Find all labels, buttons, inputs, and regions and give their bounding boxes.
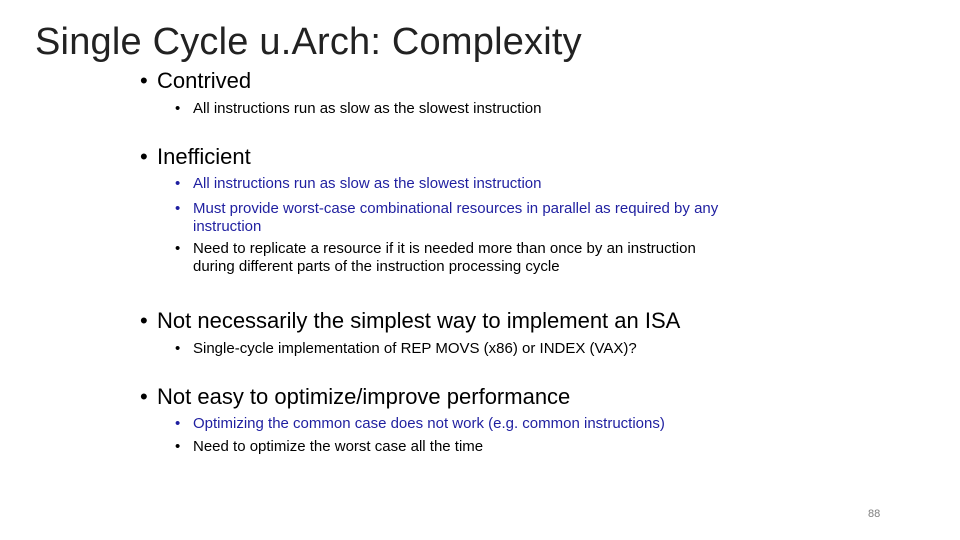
sub-bullet-dot: • (175, 100, 181, 117)
sub-bullet-text: All instructions run as slow as the slowest instruction (193, 175, 542, 192)
sub-bullet (175, 175, 541, 193)
sub-bullet-dot: • (175, 438, 181, 455)
sub-bullet (175, 415, 665, 433)
sub-bullet (175, 200, 718, 236)
bullet-text: Not easy to optimize/improve performance (157, 384, 571, 409)
sub-bullet-dot: • (175, 340, 181, 357)
sub-bullet (175, 100, 541, 118)
sub-bullet-text: All instructions run as slow as the slowest instruction (193, 100, 542, 117)
page-number: 88 (868, 508, 881, 520)
sub-bullet-dot: • (175, 175, 181, 192)
sub-bullet-text-line: instruction (193, 218, 262, 235)
sub-bullet (175, 340, 637, 358)
bullet-contrived (140, 67, 251, 95)
sub-bullet (175, 240, 696, 276)
bullet-not-simplest (140, 307, 680, 335)
sub-bullet-text-line: Need to replicate a resource if it is needed more than once by an instruction (193, 240, 696, 257)
bullet-dot: • (140, 144, 148, 169)
sub-bullet-text-line: during different parts of the instruction processing cycle (193, 258, 560, 275)
bullet-text: Inefficient (157, 144, 251, 169)
sub-bullet-text: Need to optimize the worst case all the time (193, 438, 484, 455)
bullet-dot: • (140, 68, 148, 93)
bullet-text: Contrived (157, 68, 252, 93)
sub-bullet-dot: • (175, 200, 181, 217)
bullet-inefficient (140, 143, 251, 171)
sub-bullet (175, 438, 483, 456)
sub-bullet-dot: • (175, 240, 181, 257)
bullet-not-easy (140, 383, 570, 411)
sub-bullet-dot: • (175, 415, 181, 432)
bullet-text: Not necessarily the simplest way to implement an ISA (157, 308, 681, 333)
bullet-dot: • (140, 384, 148, 409)
bullet-dot: • (140, 308, 148, 333)
sub-bullet-text-line: Must provide worst-case combinational resources in parallel as required by any (193, 200, 719, 217)
slide-title: Single Cycle u.Arch: Complexity (35, 21, 582, 63)
sub-bullet-text: Optimizing the common case does not work (e.g. common instructions) (193, 415, 665, 432)
sub-bullet-text: Single-cycle implementation of REP MOVS (x86) or INDEX (VAX)? (193, 340, 637, 357)
